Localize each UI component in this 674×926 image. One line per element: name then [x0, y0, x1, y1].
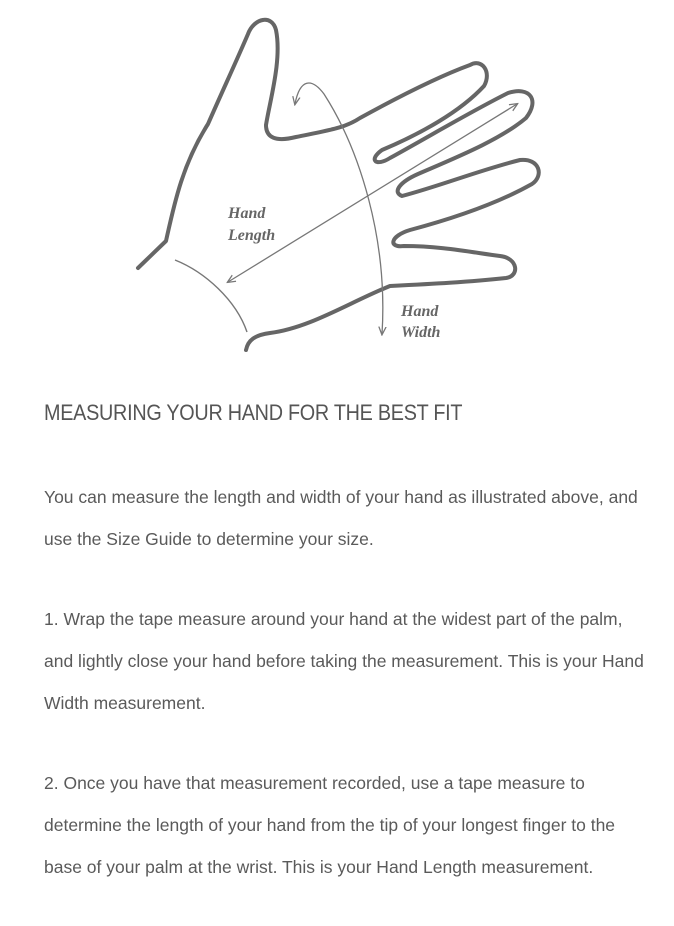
hand-diagram: [0, 0, 674, 370]
hand-length-arrow: [228, 104, 517, 282]
wrist-line: [175, 260, 247, 332]
hand-outline: [138, 20, 539, 350]
hand-measurement-illustration: [0, 0, 674, 370]
page-title: MEASURING YOUR HAND FOR THE BEST FIT: [44, 400, 463, 425]
step-2-paragraph: 2. Once you have that measurement recorded, use a tape measure to determine the length of your hand from the tip of your longest finger to the base of your palm at the wrist. This is your Hand Length measurement.: [44, 773, 616, 877]
hand-width-label: Hand Width: [401, 303, 441, 341]
hand-length-label: Hand Length: [228, 205, 276, 244]
intro-paragraph: You can measure the length and width of your hand as illustrated above, and use the Size Guide to determine your size.: [44, 487, 638, 549]
step-1-paragraph: 1. Wrap the tape measure around your hand at the widest part of the palm, and lightly close your hand before taking the measurement. This is your Hand Width measurement.: [44, 609, 644, 713]
